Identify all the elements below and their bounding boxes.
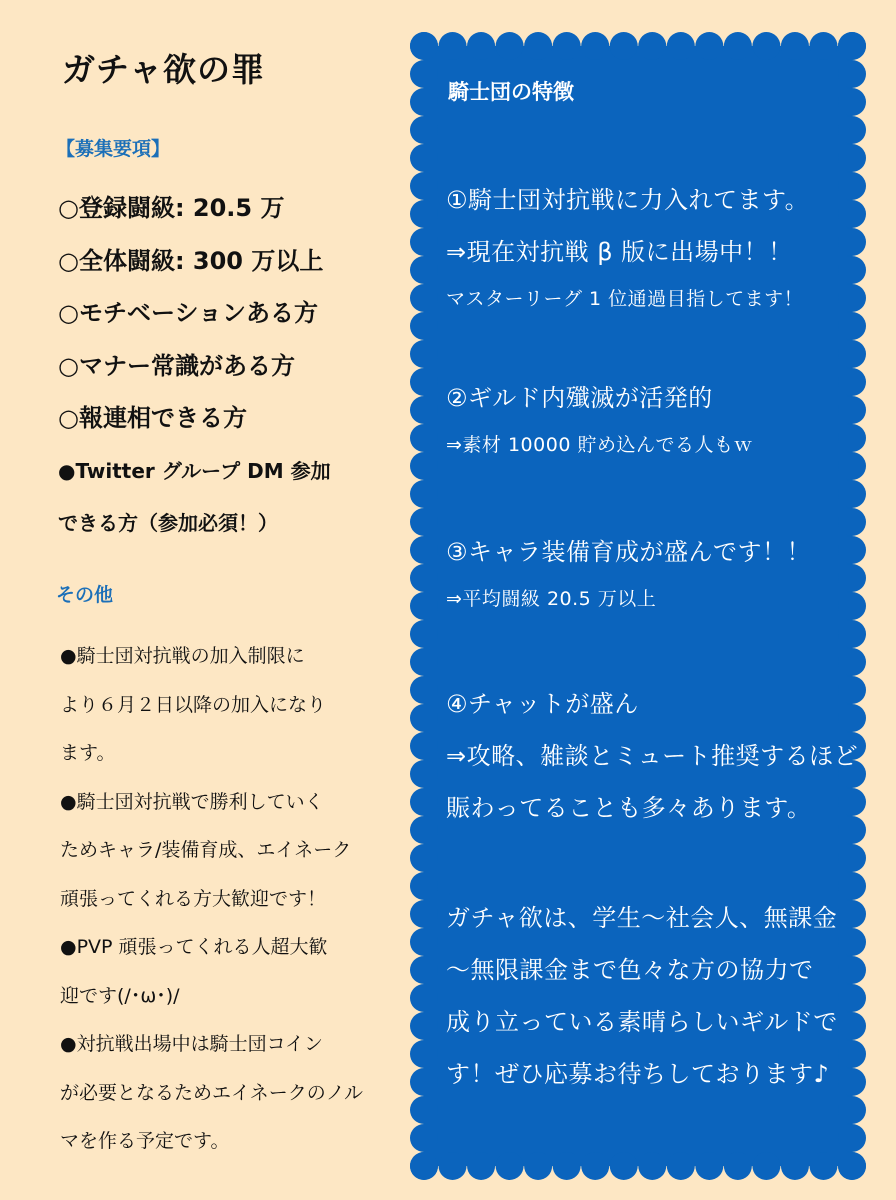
other-line: 迎です(/･ω･)/ [60,984,180,1007]
other-line: ます。 [60,742,116,764]
recruit-item: できる方（参加必須！） [58,511,278,535]
other-line: ●騎士団対抗戦で勝利していく [60,790,324,813]
feature-line: ②ギルド内殲滅が活発的 [446,384,713,412]
other-line: ●対抗戦出場中は騎士団コイン [60,1033,324,1055]
feature-line: す！ぜひ応募お待ちしております♪ [446,1060,830,1088]
feature-line: ～無限課金まで色々な方の協力で [446,956,814,984]
feature-line: ①騎士団対抗戦に力入れてます。 [446,186,810,214]
other-line: マを作る予定です。 [60,1130,230,1152]
other-line: ためキャラ/装備育成、エイネーク [60,839,352,861]
other-line: ●騎士団対抗戦の加入制限に [60,645,305,667]
recruit-item: ○マナー常識がある方 [58,351,295,380]
feature-line: ④チャットが盛ん [446,690,639,718]
other-line: より６月２日以降の加入になり [60,693,327,716]
feature-line: 賑わってることも多々あります。 [446,794,812,822]
recruit-item: ○報連相できる方 [58,404,247,432]
feature-line: ガチャ欲は、学生～社会人、無課金 [446,904,838,932]
feature-line: ⇒現在対抗戦 β 版に出場中！！ [446,238,793,266]
page-title: ガチャ欲の罪 [62,50,266,89]
features-panel [410,32,866,1180]
recruit-item: ○登録闘級: 20.5 万 [58,194,285,222]
recruit-heading: 【募集要項】 [56,138,171,160]
recruit-item: ●Twitter グループ DM 参加 [58,458,331,483]
feature-line: マスターリーグ 1 位通過目指してます！ [446,288,804,310]
recruit-item: ○モチベーションある方 [58,299,318,327]
recruit-list [58,188,398,556]
feature-line: ⇒攻略、雑談とミュート推奨するほど [446,742,859,770]
feature-line: ⇒平均闘級 20.5 万以上 [446,588,657,610]
other-line: ●PVP 頑張ってくれる人超大歓 [60,936,328,958]
other-line: 頑張ってくれる方大歓迎です！ [60,887,327,910]
recruit-item: ○全体闘級: 300 万以上 [58,246,324,275]
feature-line: 成り立っている素晴らしいギルドで [446,1008,838,1036]
other-heading: その他 [56,584,114,606]
feature-line: ③キャラ装備育成が盛んです！！ [446,538,812,566]
other-line: が必要となるためエイネークのノル [60,1081,364,1104]
left-column [0,0,400,1200]
feature-line: ⇒素材 10000 貯め込んでる人もｗ [446,434,753,456]
other-list [60,632,380,1166]
features-heading: 騎士団の特徴 [448,80,574,104]
